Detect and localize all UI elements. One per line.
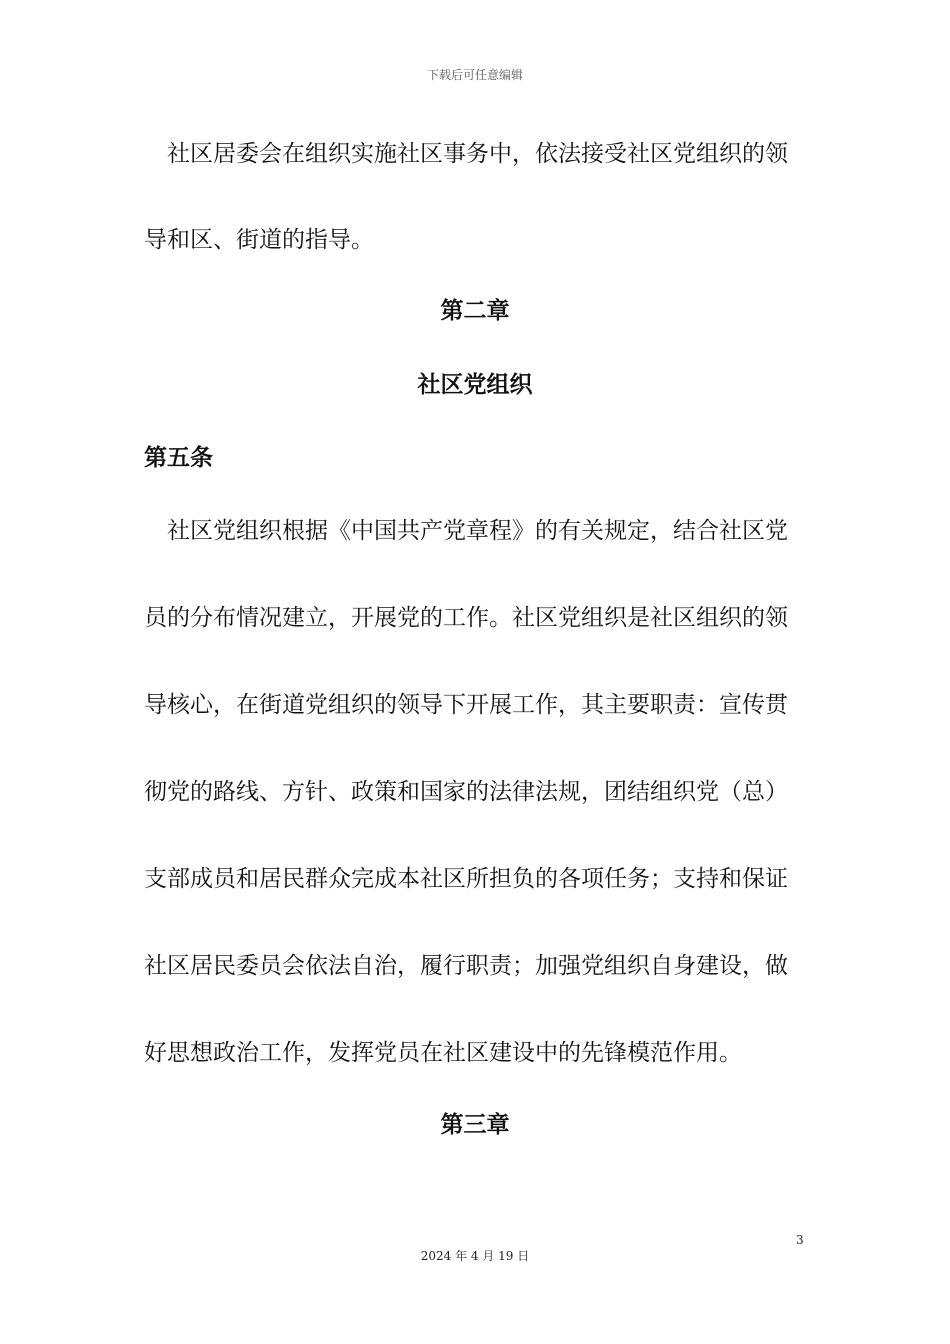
paragraph-line: 社区居委会在组织实施社区事务中，依法接受社区党组织的领 <box>144 141 788 167</box>
paragraph-line: 员的分布情况建立，开展党的工作。社区党组织是社区组织的领 <box>144 605 788 631</box>
footer-date: 2024 年 4 月 19 日 <box>420 1249 530 1263</box>
paragraph-line: 导核心，在街道党组织的领导下开展工作，其主要职责：宣传贯 <box>144 692 788 718</box>
paragraph-line: 导和区、街道的指导。 <box>144 227 374 253</box>
page-number: 3 <box>796 1233 804 1247</box>
chapter-heading: 第三章 <box>440 1112 510 1138</box>
paragraph-line: 社区党组织根据《中国共产党章程》的有关规定，结合社区党 <box>144 518 788 544</box>
paragraph-line: 好思想政治工作，发挥党员在社区建设中的先锋模范作用。 <box>144 1040 742 1066</box>
article-heading: 第五条 <box>144 445 213 471</box>
page-header: 下载后可任意编辑 <box>426 68 523 82</box>
chapter-heading: 第二章 <box>440 298 510 324</box>
paragraph-line: 社区居民委员会依法自治，履行职责；加强党组织自身建设，做 <box>144 953 788 979</box>
paragraph-line: 彻党的路线、方针、政策和国家的法律法规，团结组织党（总） <box>144 779 788 805</box>
chapter-title: 社区党组织 <box>417 372 533 398</box>
paragraph-line: 支部成员和居民群众完成本社区所担负的各项任务；支持和保证 <box>144 866 788 892</box>
